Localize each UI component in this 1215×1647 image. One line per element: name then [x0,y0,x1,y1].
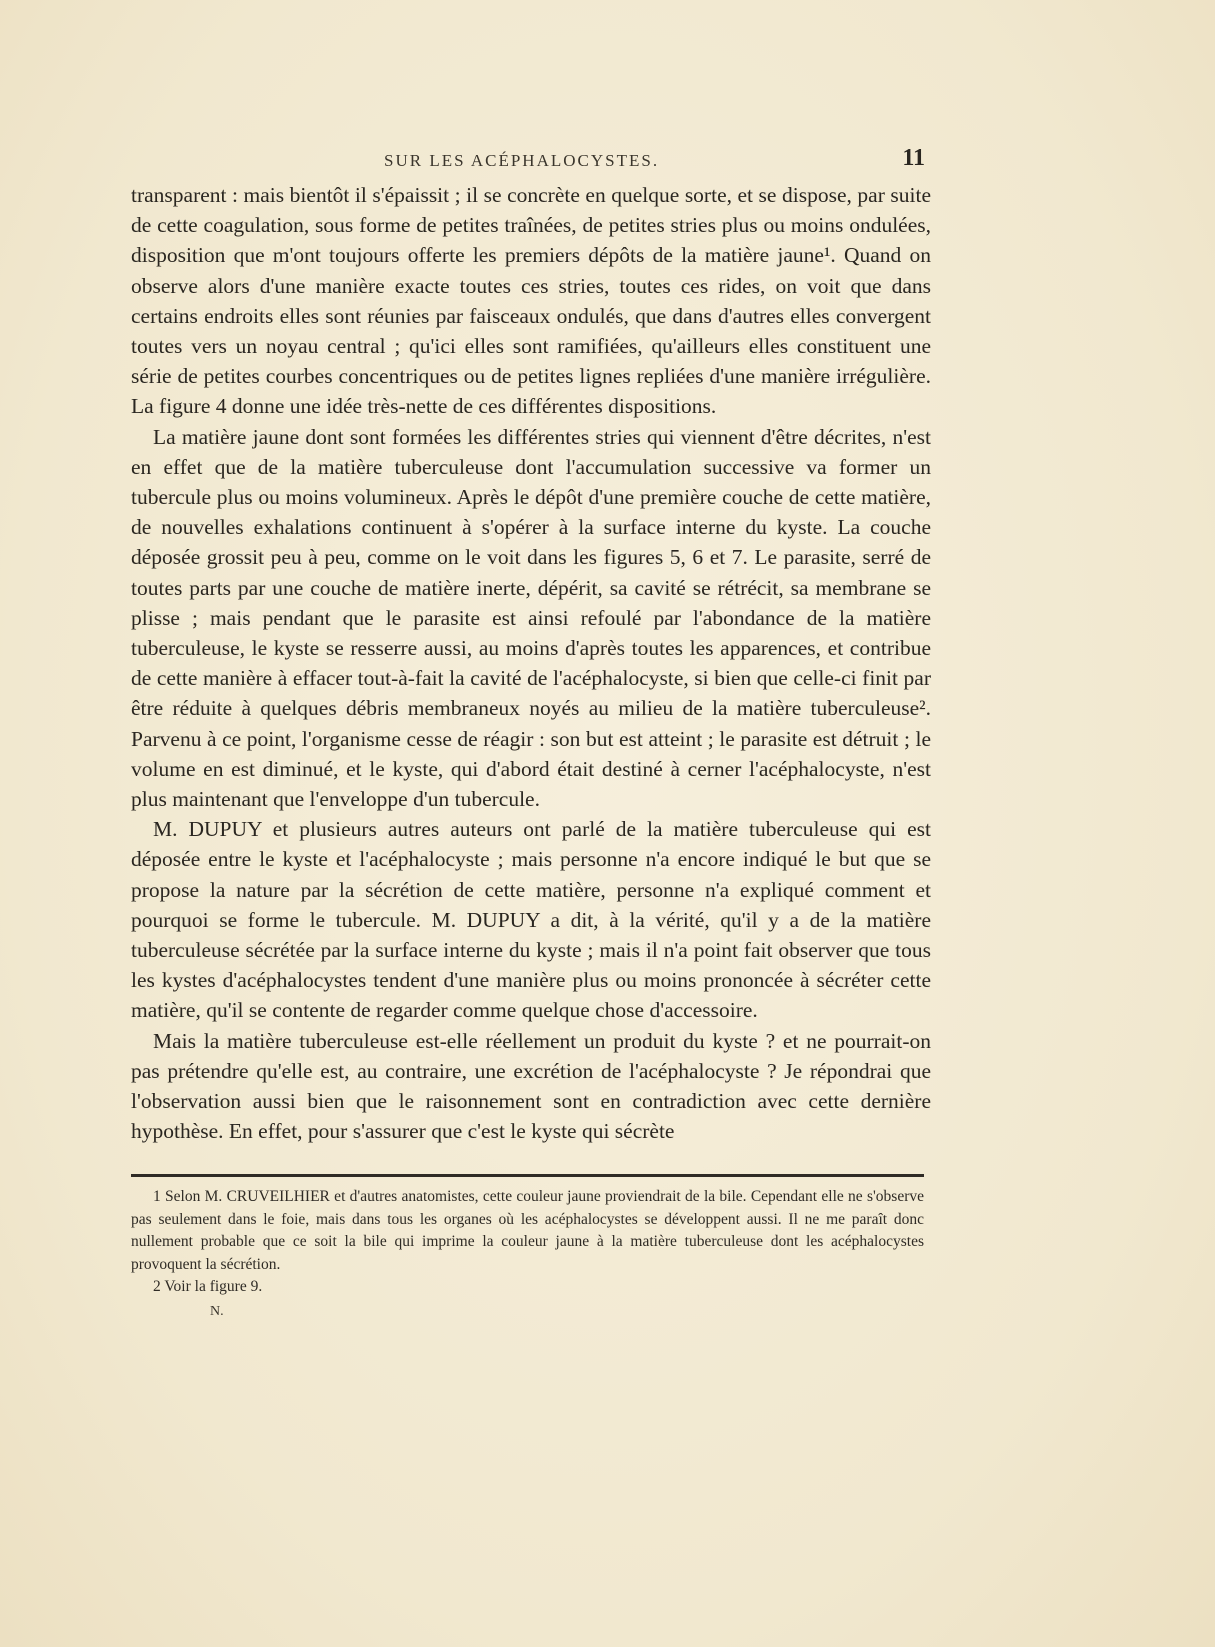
page-header [131,145,931,175]
page-number: 11 [902,145,925,171]
body-text [131,180,931,1147]
paragraph: Mais la matière tuberculeuse est-elle réellement un produit du kyste ? et ne pourrait-on pas prétendre qu'elle est, au contraire, une excrétion de l'acéphalocyste ? Je répondrai que l'observation aussi bien que le raisonnement sont en contradiction avec cette dernière hypothèse. En effet, pour s'assurer que c'est le kyste qui sécrète [131,1028,931,1144]
paragraph: La matière jaune dont sont formées les différentes stries qui viennent d'être décrites, n'est en effet que de la matière tuberculeuse dont l'accumulation successive va former un tubercule plus ou moins volumineux. Après le dépôt d'une première couche de cette matière, de nouvelles exhalations continuent à s'opérer à la surface interne du kyste. La couche déposée grossit peu à peu, comme on le voit dans les figures 5, 6 et 7. Le parasite, serré de toutes parts par une couche de matière inerte, dépérit, sa cavité se rétrécit, sa membrane se plisse ; mais pendant que le parasite est ainsi refoulé par l'abondance de la matière tuberculeuse, le kyste se resserre aussi, au moins d'après toutes les apparences, et contribue de cette manière à effacer tout-à-fait la cavité de l'acéphalocyste, si bien que celle-ci finit par être réduite à quelques débris membraneux noyés au milieu de la matière tuberculeuse². Parvenu à ce point, l'organisme cesse de réagir : son but est atteint ; le parasite est détruit ; le volume en est diminué, et le kyste, qui d'abord était destiné à cerner l'acéphalocyste, n'est plus maintenant que l'enveloppe d'un tubercule. [131,424,931,812]
footnote: 1 Selon M. CRUVEILHIER et d'autres anatomistes, cette couleur jaune proviendrait de la bile. Cependant elle ne s'observe pas seulement dans le foie, mais dans tous les organes où les acéphalocystes se développent aussi. Il ne me paraît donc nullement probable que ce soit la bile qui imprime la couleur jaune à la matière tuberculeuse dont les acéphalocystes provoquent la sécrétion. [131,1188,924,1273]
running-head: SUR LES ACÉPHALOCYSTES. [384,151,660,170]
signature-mark: N. [210,1304,224,1319]
paragraph: M. DUPUY et plusieurs autres auteurs ont parlé de la matière tuberculeuse qui est déposée entre le kyste et l'acéphalocyste ; mais personne n'a encore indiqué le but que se propose la nature par la sécrétion de cette matière, personne n'a expliqué comment et pourquoi se forme le tubercule. M. DUPUY a dit, à la vérité, qu'il y a de la matière tuberculeuse sécrétée par la surface interne du kyste ; mais il n'a point fait observer que tous les kystes d'acéphalocystes tendent d'une manière plus ou moins prononcée à sécréter cette matière, qu'il se contente de regarder comme quelque chose d'accessoire. [131,817,931,1023]
footnote-separator-rule [131,1174,924,1177]
paragraph: transparent : mais bientôt il s'épaissit ; il se concrète en quelque sorte, et se dispose, par suite de cette coagulation, sous forme de petites traînées, de petites stries plus ou moins ondulées, disposition que m'ont toujours offerte les premiers dépôts de la matière jaune¹. Quand on observe alors d'une manière exacte toutes ces stries, toutes ces rides, on voit que dans certains endroits elles sont réunies par faisceaux ondulés, que dans d'autres elles convergent toutes vers un noyau central ; qu'ici elles sont ramifiées, qu'ailleurs elles constituent une série de petites courbes concentriques ou de petites lignes repliées d'une manière irrégulière. La figure 4 donne une idée très-nette de ces différentes dispositions. [131,183,931,419]
footnotes [131,1186,924,1299]
footnote: 2 Voir la figure 9. [153,1278,263,1295]
